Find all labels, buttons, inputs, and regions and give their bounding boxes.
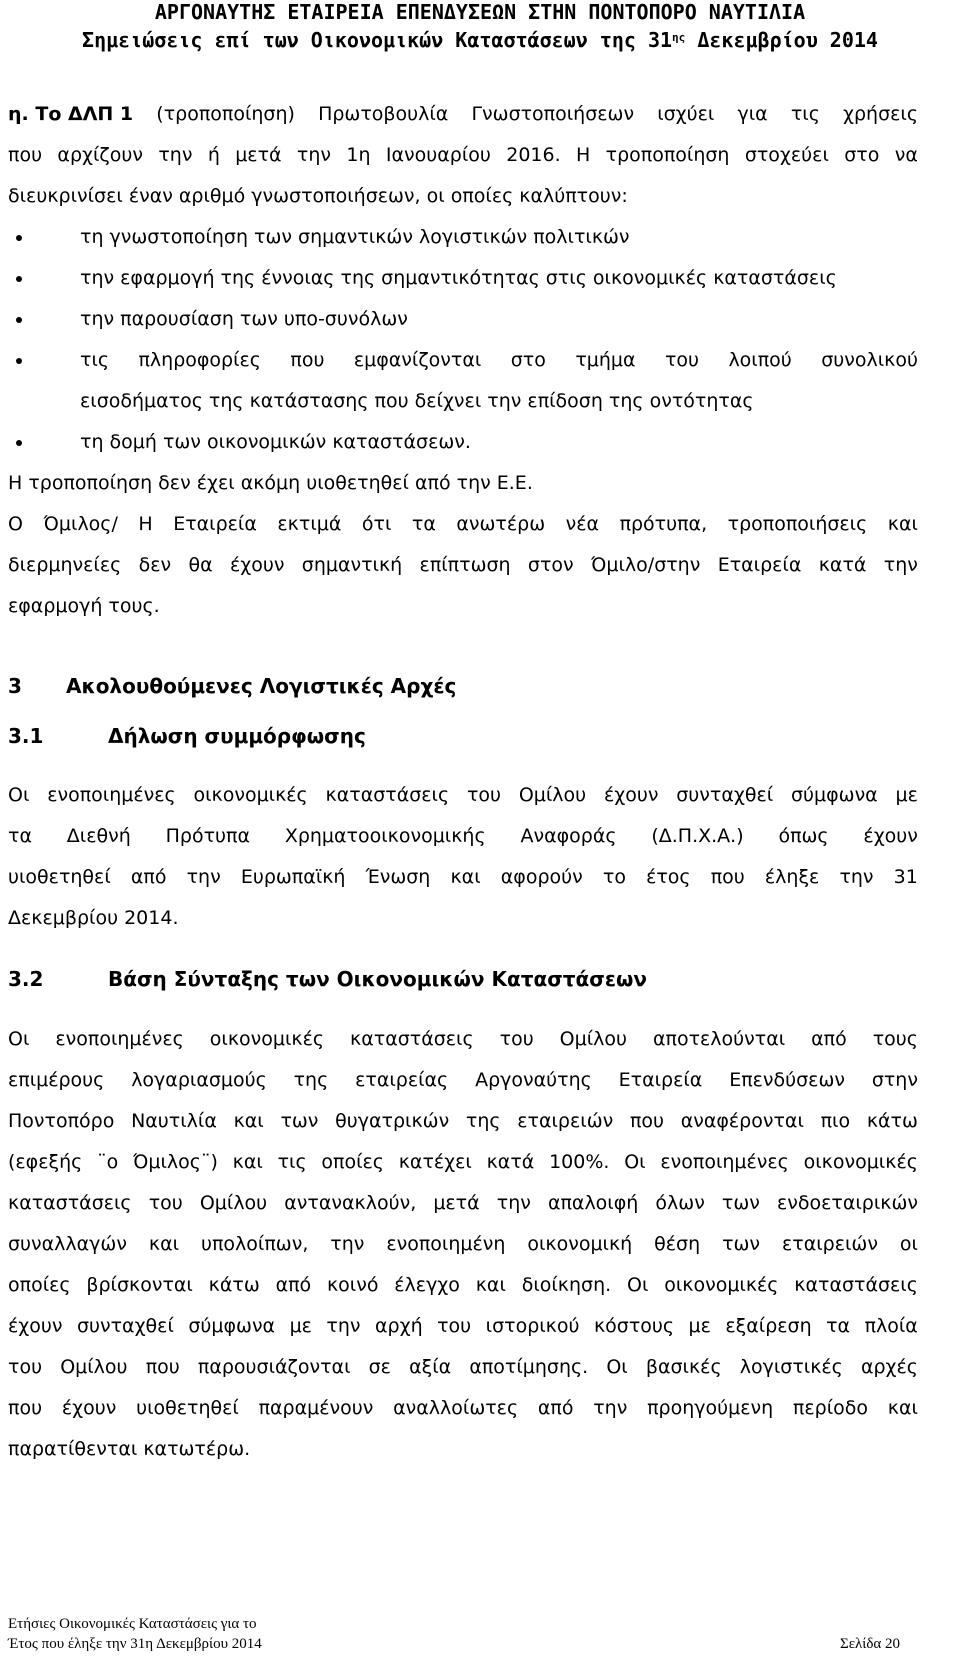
word: ¨ο [97,1151,119,1173]
word: έχουν [61,1397,117,1419]
word: 1η [346,144,371,166]
word: συνταχθεί [676,784,774,806]
word: τροποποίηση [605,144,730,166]
word: την [496,1192,531,1214]
word: έλεγχο [394,1274,460,1296]
word: έχουν [8,1315,63,1337]
paragraph-line [8,1019,918,1060]
word: κοινό [326,1274,379,1296]
word: μετά [235,144,282,166]
word: έχουν [863,825,918,847]
word: Ο [8,513,23,535]
paragraph-line [8,504,918,545]
word: λογιστικές [739,1356,843,1378]
word: Ομίλου [559,1028,628,1050]
word: λοιπού [728,349,792,371]
bullet-item: την παρουσίαση των υπο-συνόλων [8,299,918,340]
word: έχουν [229,554,285,576]
paragraph-line: εφαρμογή τους. [8,595,160,617]
paragraph-line [8,1388,918,1429]
word: τις [80,349,110,371]
word: οικονομική [527,1233,633,1255]
word: Οι [627,1274,649,1296]
word: ενοποιημένες [55,1028,184,1050]
word: σε [368,1356,391,1378]
section-number: 3 [8,674,22,698]
word: Πρότυπα [165,825,250,847]
word: έληξε [764,866,820,888]
paragraph-line: παρατίθενται κατωτέρω. [8,1438,251,1460]
word: εμφανίζονται [353,349,482,371]
word: συναλλαγών [8,1233,127,1255]
word: του [8,1356,43,1378]
word: στο [510,349,546,371]
word: βρίσκονται [86,1274,193,1296]
bullet-item: την εφαρμογή της έννοιας της σημαντικότητας στις οικονομικές καταστάσεις [8,258,918,299]
word: διερμηνείες [8,554,122,576]
word: αναλλοίωτες [393,1397,519,1419]
word: των [721,1192,760,1214]
word: την [593,1397,628,1419]
word: και [887,513,918,535]
word: πιο [820,1110,851,1132]
subtitle-post: Δεκεμβρίου 2014 [685,28,878,52]
word: ότι [361,513,392,535]
word: αξία [409,1356,452,1378]
word: με [688,1315,711,1337]
word: Ομίλου [199,1192,268,1214]
word: θυγατρικών [335,1110,450,1132]
paragraph-line [8,545,918,586]
word: την [883,554,918,576]
word: Εταιρεία [717,554,802,576]
word: Όμιλος/ [43,513,118,535]
word: την [186,866,221,888]
word: καταστάσεις [8,1192,132,1214]
word: στην [871,1069,918,1091]
word: οικονομικές [193,784,308,806]
word: μετά [433,1192,480,1214]
word: αποτίμησης. [469,1356,589,1378]
word: παρουσιάζονται [197,1356,351,1378]
word: υιοθετηθεί [8,866,111,888]
word: οικονομικές [209,1028,325,1050]
word: πρότυπα, [619,513,708,535]
document-header-company: ΑΡΓΟΝΑΥΤΗΣ ΕΤΑΙΡΕΙΑ ΕΠΕΝΔΥΣΕΩΝ ΣΤΗΝ ΠΟΝΤΟΠΟΡΟ ΝΑΥΤΙΛΙΑ [154,0,806,24]
not-adopted-note: Η τροποποίηση δεν έχει ακόμη υιοθετηθεί από την Ε.Ε. [8,472,533,494]
word: Όμιλος¨) [132,1151,218,1173]
section-number: 3.1 [8,724,44,748]
word: από [811,1028,847,1050]
word: Η [138,513,153,535]
word: εκτιμά [277,513,342,535]
word: ενοποιημένη [386,1233,506,1255]
word: Οι [8,1028,30,1050]
word: ιστορικού [485,1315,580,1337]
word: διοίκηση. [521,1274,612,1296]
word: Ναυτιλία [131,1110,217,1132]
word: σύμφωνα [188,1315,276,1337]
item-h-label: η. Το ΔΛΠ 1 [8,103,134,125]
word: κατά [818,554,867,576]
paragraph-line [8,135,918,176]
section-title: Δήλωση συμμόρφωσης [108,724,366,748]
word: την [326,1315,361,1337]
word: οικονομικές [664,1274,779,1296]
paragraph-line [8,1224,918,1265]
paragraph-line [8,1306,918,1347]
word: 2016. [506,144,561,166]
paragraph-line [8,1347,918,1388]
word: ή [207,144,220,166]
word: κατέχει [398,1151,472,1173]
word: κάτω [208,1274,260,1296]
word: καταστάσεις [325,784,450,806]
word: με [289,1315,312,1337]
bullet-item: τη γνωστοποίηση των σημαντικών λογιστικών πολιτικών [8,217,918,258]
word: της [293,1069,329,1091]
word: (εφεξής [8,1151,83,1173]
word: Ομίλου [518,784,587,806]
word: έτος [646,866,691,888]
word: Εταιρεία [173,513,257,535]
word: ανωτέρω [456,513,546,535]
word: από [130,866,167,888]
word: Οι [606,1356,628,1378]
word: που [290,349,325,371]
word: παραμένουν [258,1397,374,1419]
bullet-continuation: εισοδήματος της κατάστασης που δείχνει την επίδοση της οντότητας [80,390,754,412]
paragraph-line: διευκρινίσει έναν αριθμό γνωστοποιήσεων, οι οποίες καλύπτουν: [8,185,628,207]
word: την [330,1233,365,1255]
word: (Δ.Π.Χ.Α.) [651,825,744,847]
word: τα [411,513,436,535]
word: που [8,144,43,166]
word: Αργοναύτης [475,1069,592,1091]
word: υιοθετηθεί [136,1397,239,1419]
word: συνταχθεί [76,1315,174,1337]
word: τις [277,1151,307,1173]
word: όλων [655,1192,705,1214]
word: Οι [624,1151,646,1173]
paragraph-line [8,1101,918,1142]
word: Όμιλο/στην [590,554,701,576]
section-3-1-paragraph [8,775,918,939]
word: θα [188,554,213,576]
paragraph-line [8,857,918,898]
word: και [148,1233,180,1255]
word: του [437,1315,472,1337]
word: που [145,1356,180,1378]
word: 100%. [549,1151,610,1173]
paragraph-line [8,1142,918,1183]
section-3-2-heading [8,962,918,996]
word: από [275,1274,312,1296]
paragraph-line: η. Το ΔΛΠ 1 (τροποποίηση) Πρωτοβουλία Γνωστοποιήσεων ισχύει για τις χρήσεις [8,94,918,135]
word: πληροφορίες [138,349,261,371]
document-header-subtitle [0,26,960,52]
word: τα [8,825,32,847]
word: δεν [138,554,172,576]
word: κόστους [593,1315,675,1337]
section-3-1-heading [8,719,918,753]
word: που [710,866,745,888]
word: την [158,144,193,166]
word: θέση [654,1233,701,1255]
word: με [895,784,918,806]
word: τροποποιήσεις [727,513,868,535]
section-3-heading [8,669,918,703]
word: ενοποιημένες [47,784,176,806]
word: Η [576,144,591,166]
word: προηγούμενη [647,1397,774,1419]
word: Ιανουαρίου [385,144,491,166]
word: και [232,1151,263,1173]
word: αντανακλούν, [284,1192,417,1214]
word: και [887,1397,918,1419]
word: αρχές [860,1356,918,1378]
word: υπολοίπων, [201,1233,309,1255]
word: εξαίρεση [725,1315,812,1337]
word: του [466,784,501,806]
word: του [148,1192,183,1214]
word: στο [844,144,880,166]
word: έχουν [603,784,659,806]
word: Εταιρεία [618,1069,703,1091]
word: οποίες [321,1151,384,1173]
word: της [465,1110,501,1132]
word: τμήμα [575,349,636,371]
word: την [839,866,874,888]
word: απαλοιφή [547,1192,639,1214]
word: επιμέρους [8,1069,105,1091]
word: οικονομικές [803,1151,918,1173]
word: σημαντική [301,554,403,576]
word: καταστάσεις [794,1274,918,1296]
paragraph-line [8,775,918,816]
word: καταστάσεις [350,1028,474,1050]
bullet-item [8,340,918,381]
subtitle-superscript: ης [672,31,686,44]
word: Διεθνή [66,825,131,847]
word: οι [899,1233,918,1255]
word: Χρηματοοικονομικής [284,825,486,847]
word: πλοία [864,1315,918,1337]
word: που [629,1110,664,1132]
word: κατά [486,1151,535,1173]
word: του [499,1028,534,1050]
subtitle-pre: Σημειώσεις επί των Οικονομικών Καταστάσεων της 31 [82,28,673,52]
word: αναφέρονται [680,1110,804,1132]
word: εταιρείας [355,1069,449,1091]
word: Ομίλου [60,1356,128,1378]
word: των [722,1233,761,1255]
word: ενδοεταιρικών [776,1192,918,1214]
paragraph-line [8,816,918,857]
word: το [602,866,626,888]
footer-line-1: Ετήσιες Οικονομικές Καταστάσεις για το [8,1616,257,1632]
word: 31 [893,866,918,888]
paragraph-line [8,1265,918,1306]
word: του [664,349,699,371]
word: νέα [565,513,600,535]
word: και [475,1274,506,1296]
word: αφορούν [500,866,583,888]
word: να [894,144,918,166]
page-footer [0,1614,918,1654]
word: εταιρειών [781,1233,878,1255]
item-h-block [8,94,918,627]
word: από [537,1397,574,1419]
word: συνολικού [821,349,918,371]
word: Οι [8,784,30,806]
word: τους [872,1028,918,1050]
word: στοχεύει [744,144,829,166]
section-3-2-paragraph [8,1019,918,1470]
word: τα [826,1315,851,1337]
word: και [233,1110,264,1132]
footer-line-2: Έτος που έληξε την 31η Δεκεμβρίου 2014 [8,1636,262,1652]
word: βασικές [645,1356,722,1378]
word: Ευρωπαϊκή [240,866,346,888]
word: Επενδύσεων [729,1069,845,1091]
word: κάτω [866,1110,918,1132]
word: όπως [778,825,829,847]
section-title: Βάση Σύνταξης των Οικονομικών Καταστάσεων [108,967,647,991]
word: σύμφωνα [791,784,878,806]
page-number: Σελίδα 20 [839,1636,900,1652]
word: Ποντοπόρο [8,1110,115,1132]
word: και [450,866,481,888]
word: επίπτωση [419,554,511,576]
word: αποτελούνται [653,1028,786,1050]
section-number: 3.2 [8,967,44,991]
word: των [280,1110,319,1132]
word: ενοποιημένες [660,1151,789,1173]
word: οποίες [8,1274,71,1296]
word: περίοδο [792,1397,868,1419]
word: που [8,1397,43,1419]
word: την [296,144,332,166]
section-title: Ακολουθούμενες Λογιστικές Αρχές [66,674,457,698]
word: Αναφοράς [520,825,617,847]
word: Ένωση [365,866,431,888]
word: λογαριασμούς [131,1069,267,1091]
word: αρχίζουν [57,144,143,166]
paragraph-line [8,1183,918,1224]
paragraph-line [8,1060,918,1101]
word: αρχή [375,1315,423,1337]
bullet-item: τη δομή των οικονομικών καταστάσεων. [8,422,918,463]
word: εταιρειών [517,1110,614,1132]
word: στον [527,554,574,576]
paragraph-line: Δεκεμβρίου 2014. [8,907,179,929]
